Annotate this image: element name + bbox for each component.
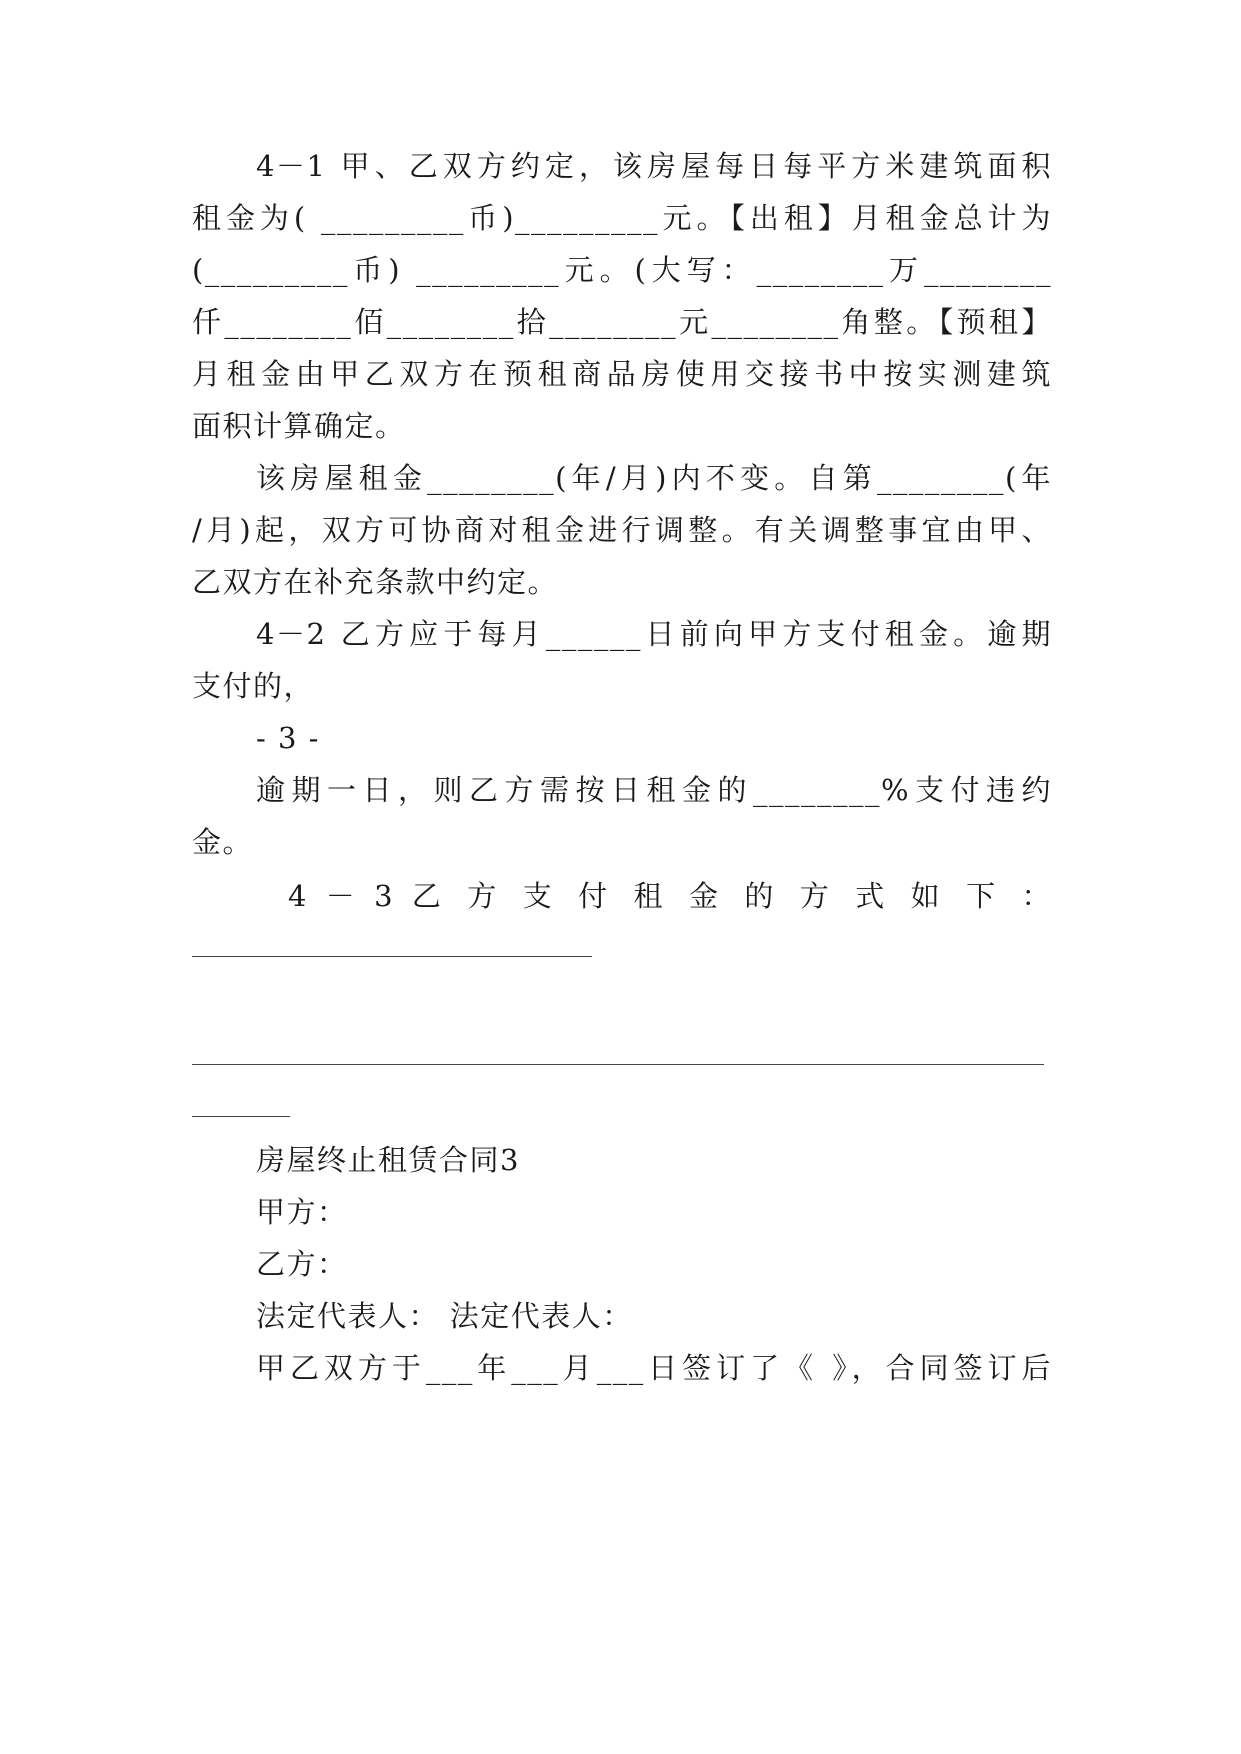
clause-4-1-line-2: 租金为( _________币)_________元。【出租】月租金总计为 bbox=[192, 201, 1052, 235]
clause-4-1-line-1: 4－1 甲、乙双方约定，该房屋每日每平方米建筑面积 bbox=[256, 149, 1052, 183]
penalty-line-2: 金。 bbox=[192, 825, 254, 859]
rent-adjust-line-1: 该房屋租金________(年/月)内不变。自第________(年 bbox=[256, 461, 1052, 495]
rent-adjust-line-2: /月)起，双方可协商对租金进行调整。有关调整事宜由甲、 bbox=[192, 513, 1052, 547]
clause-4-1-line-6: 面积计算确定。 bbox=[192, 409, 406, 443]
rent-adjust-line-3: 乙双方在补充条款中约定。 bbox=[192, 565, 559, 599]
penalty-line-1: 逾期一日，则乙方需按日租金的________%支付违约 bbox=[256, 773, 1052, 807]
signing-date-line: 甲乙双方于___年___月___日签订了《 》，合同签订后 bbox=[256, 1351, 1052, 1385]
clause-4-1-line-3: (_________币) _________元。(大写：________万________ bbox=[192, 253, 1052, 287]
clause-4-1-line-4: 仟________佰________拾________元________角整。【预租】 bbox=[192, 305, 1052, 339]
party-b-label: 乙方： bbox=[256, 1247, 348, 1281]
blank-underline-1 bbox=[192, 956, 592, 957]
clause-4-2-line-2: 支付的， bbox=[192, 669, 315, 703]
contract-title: 房屋终止租赁合同3 bbox=[256, 1143, 520, 1177]
legal-representative-labels: 法定代表人： 法定代表人： bbox=[256, 1299, 633, 1333]
clause-4-2-line-1: 4－2 乙方应于每月______日前向甲方支付租金。逾期 bbox=[256, 617, 1052, 651]
blank-underline-3 bbox=[192, 1116, 290, 1117]
page-number: - 3 - bbox=[256, 721, 320, 755]
clause-4-3-line: 4 － 3 乙 方 支 付 租 金 的 方 式 如 下 ： bbox=[288, 879, 1052, 913]
clause-4-1-line-5: 月租金由甲乙双方在预租商品房使用交接书中按实测建筑 bbox=[192, 357, 1052, 391]
party-a-label: 甲方： bbox=[256, 1195, 348, 1229]
blank-underline-2 bbox=[192, 1064, 1044, 1065]
